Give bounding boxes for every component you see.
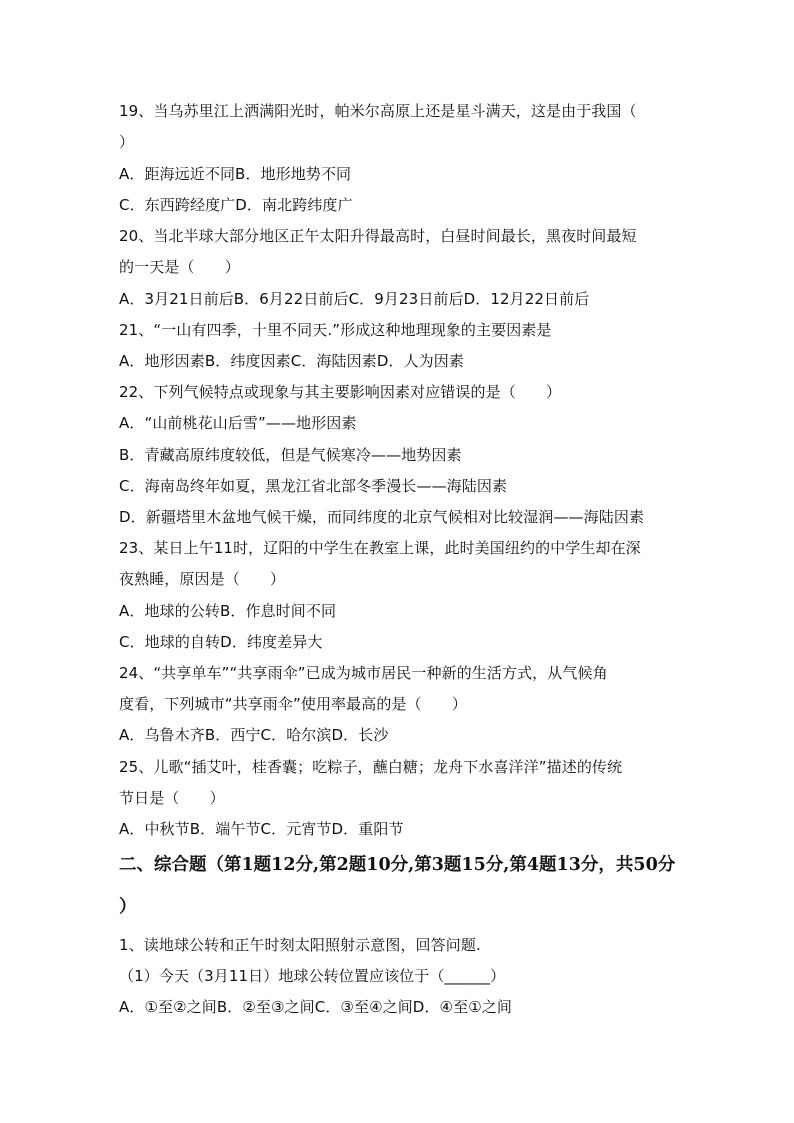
- question-25-stem-line1: 25、儿歌“插艾叶，桂香囊；吃粽子，蘸白糖；龙舟下水喜洋洋”描述的传统: [119, 758, 623, 776]
- question-20-options: A．3月21日前后B．6月22日前后C．9月23日前后D．12月22日前后: [119, 290, 590, 308]
- question-19-options-line1: A．距海远近不同B．地形地势不同: [119, 165, 352, 183]
- question-19-stem-line2: ）: [119, 133, 135, 151]
- question-22-option-c: C．海南岛终年如夏，黑龙江省北部冬季漫长——海陆因素: [119, 477, 508, 495]
- question-24-stem-line1: 24、“共享单车”“共享雨伞”已成为城市居民一种新的生活方式，从气候角: [119, 664, 608, 682]
- composite-question-1-sub1-options: A．①至②之间B．②至③之间C．③至④之间D．④至①之间: [119, 998, 512, 1016]
- question-23-stem-line1: 23、某日上午11时，辽阳的中学生在教室上课，此时美国纽约的中学生却在深: [119, 539, 641, 557]
- question-23-stem-line2: 夜熟睡，原因是（ ）: [119, 570, 286, 588]
- section-title-continued: ）: [119, 897, 137, 917]
- question-25-options: A．中秋节B．端午节C．元宵节D．重阳节: [119, 820, 404, 838]
- section-title: 二、综合题（第1题12分,第2题10分,第3题15分,第4题13分，共50分: [119, 855, 676, 875]
- question-22-option-a: A．“山前桃花山后雪”——地形因素: [119, 414, 357, 432]
- question-24-options: A．乌鲁木齐B．西宁C．哈尔滨D．长沙: [119, 726, 389, 744]
- question-19-options-line2: C．东西跨经度广D．南北跨纬度广: [119, 196, 353, 214]
- question-19-stem-line1: 19、当乌苏里江上洒满阳光时，帕米尔高原上还是星斗满天，这是由于我国（: [119, 102, 637, 120]
- question-22-option-b: B．青藏高原纬度较低，但是气候寒冷——地势因素: [119, 446, 462, 464]
- question-23-options-line2: C．地球的自转D．纬度差异大: [119, 633, 323, 651]
- question-21-options: A．地形因素B．纬度因素C．海陆因素D．人为因素: [119, 352, 464, 370]
- question-21-stem: 21、“一山有四季，十里不同天.”形成这种地理现象的主要因素是: [119, 321, 552, 339]
- question-20-stem-line2: 的一天是（ ）: [119, 258, 240, 276]
- composite-question-1-stem: 1、读地球公转和正午时刻太阳照射示意图，回答问题.: [119, 936, 481, 954]
- question-25-stem-line2: 节日是（ ）: [119, 789, 225, 807]
- composite-question-1-sub1: （1）今天（3月11日）地球公转位置应该位于（______）: [119, 967, 506, 985]
- question-20-stem-line1: 20、当北半球大部分地区正午太阳升得最高时，白昼时间最长，黑夜时间最短: [119, 227, 637, 245]
- question-22-stem: 22、下列气候特点或现象与其主要影响因素对应错误的是（ ）: [119, 383, 562, 401]
- question-24-stem-line2: 度看，下列城市“共享雨伞”使用率最高的是（ ）: [119, 695, 467, 713]
- question-22-option-d: D．新疆塔里木盆地气候干燥，而同纬度的北京气候相对比较湿润——海陆因素: [119, 508, 645, 526]
- question-23-options-line1: A．地球的公转B．作息时间不同: [119, 602, 337, 620]
